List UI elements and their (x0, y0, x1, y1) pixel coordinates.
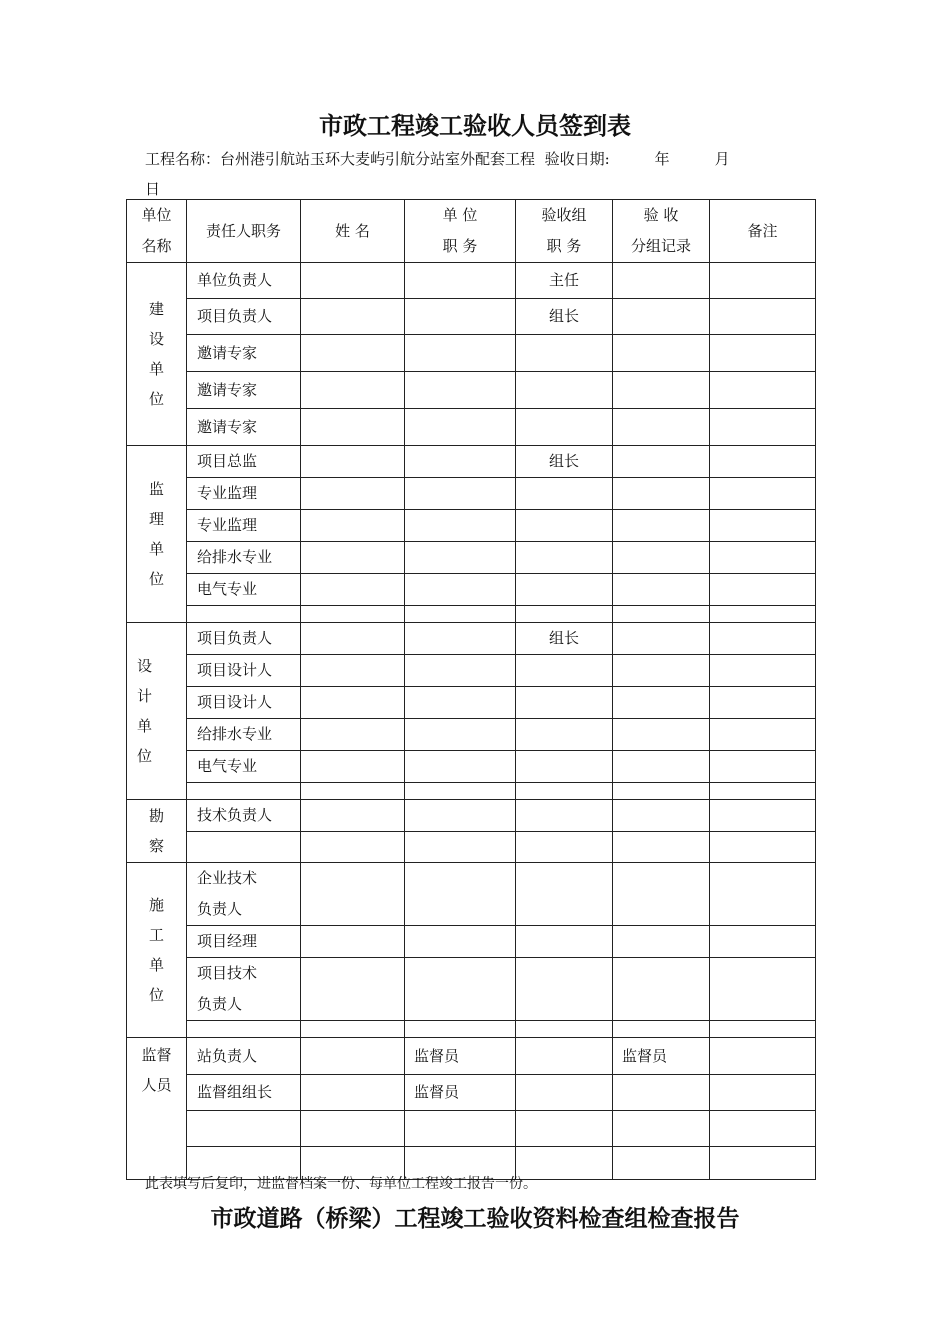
record-cell[interactable] (613, 783, 710, 800)
group-position-cell[interactable] (516, 510, 613, 542)
record-cell[interactable] (613, 372, 710, 409)
role-cell: 项目负责人 (187, 299, 301, 335)
unit-position-cell[interactable] (405, 446, 516, 478)
name-cell[interactable] (301, 409, 405, 446)
header-remark: 备注 (710, 200, 816, 263)
table-row (127, 409, 816, 446)
record-cell[interactable] (613, 926, 710, 958)
day-label: 日 (145, 180, 161, 198)
unit-position-cell[interactable] (405, 800, 516, 832)
unit-position-cell[interactable] (405, 719, 516, 751)
record-cell[interactable] (613, 1147, 710, 1180)
group-position-cell[interactable] (516, 926, 613, 958)
group-construction: 建 设 单 位 (127, 263, 187, 446)
unit-position-cell[interactable] (405, 409, 516, 446)
group-survey: 勘 察 (127, 800, 187, 863)
record-cell[interactable] (613, 800, 710, 832)
group-position-cell[interactable] (516, 719, 613, 751)
role-cell: 给排水专业 (187, 542, 301, 574)
group-position-cell: 组长 (516, 446, 613, 478)
record-cell[interactable] (613, 751, 710, 783)
unit-position-cell[interactable] (405, 655, 516, 687)
remark-cell[interactable] (710, 510, 816, 542)
table-row (127, 1038, 816, 1075)
remark-cell[interactable] (710, 719, 816, 751)
unit-position-cell[interactable] (405, 478, 516, 510)
unit-position-cell[interactable] (405, 299, 516, 335)
record-cell[interactable] (613, 687, 710, 719)
project-name: 台州港引航站玉环大麦屿引航分站室外配套工程 (220, 150, 536, 168)
month-label: 月 (714, 150, 730, 168)
table-row (127, 623, 816, 655)
project-label: 工程名称： (145, 150, 221, 168)
table-row (127, 800, 816, 832)
unit-position-cell[interactable] (405, 335, 516, 372)
group-position-cell[interactable] (516, 958, 613, 1021)
table-row (127, 926, 816, 958)
year-label: 年 (654, 150, 670, 168)
name-cell[interactable] (301, 542, 405, 574)
remark-cell[interactable] (710, 409, 816, 446)
table-row (127, 832, 816, 863)
table-row (127, 478, 816, 510)
group-position-cell[interactable] (516, 751, 613, 783)
record-cell[interactable] (613, 542, 710, 574)
remark-cell[interactable] (710, 478, 816, 510)
table-row (127, 1111, 816, 1147)
record-cell[interactable] (613, 863, 710, 926)
name-cell[interactable] (301, 1038, 405, 1075)
record-cell[interactable] (613, 263, 710, 299)
record-cell[interactable] (613, 655, 710, 687)
table-row (127, 574, 816, 606)
group-design: 设 计 单 位 (127, 623, 187, 800)
record-cell[interactable] (613, 478, 710, 510)
role-cell: 给排水专业 (187, 719, 301, 751)
unit-position-cell[interactable] (405, 372, 516, 409)
remark-cell[interactable] (710, 542, 816, 574)
name-cell[interactable] (301, 800, 405, 832)
role-cell[interactable] (187, 832, 301, 863)
role-cell: 单位负责人 (187, 263, 301, 299)
remark-cell[interactable] (710, 1038, 816, 1075)
group-builder: 施 工 单 位 (127, 863, 187, 1038)
header-group-record: 验 收 分组记录 (613, 200, 710, 263)
table-row (127, 446, 816, 478)
footnote: 此表填写后复印，进监督档案一份、每单位工程竣工报告一份。 (145, 1176, 537, 1192)
record-cell[interactable] (613, 623, 710, 655)
name-cell[interactable] (301, 958, 405, 1021)
remark-cell[interactable] (710, 926, 816, 958)
unit-position-cell[interactable] (405, 1111, 516, 1147)
role-cell: 监督组组长 (187, 1075, 301, 1111)
unit-position-cell[interactable] (405, 574, 516, 606)
project-info (145, 144, 809, 204)
remark-cell[interactable] (710, 263, 816, 299)
name-cell[interactable] (301, 446, 405, 478)
remark-cell[interactable] (710, 372, 816, 409)
group-position-cell[interactable] (516, 335, 613, 372)
record-cell[interactable] (613, 719, 710, 751)
role-cell: 邀请专家 (187, 409, 301, 446)
remark-cell[interactable] (710, 751, 816, 783)
group-position-cell[interactable] (516, 832, 613, 863)
table-row (127, 958, 816, 1021)
header-role: 责任人职务 (187, 200, 301, 263)
group-position-cell[interactable] (516, 1075, 613, 1111)
unit-position-cell[interactable] (405, 687, 516, 719)
group-position-cell[interactable] (516, 1111, 613, 1147)
remark-cell[interactable] (710, 687, 816, 719)
table-row (127, 1021, 816, 1038)
name-cell[interactable] (301, 1111, 405, 1147)
table-row (127, 372, 816, 409)
group-oversight: 监督 人员 (127, 1038, 187, 1180)
role-cell: 项目负责人 (187, 623, 301, 655)
name-cell[interactable] (301, 335, 405, 372)
remark-cell[interactable] (710, 574, 816, 606)
record-cell[interactable] (613, 606, 710, 623)
role-cell: 项目总监 (187, 446, 301, 478)
role-cell: 电气专业 (187, 751, 301, 783)
record-cell[interactable] (613, 335, 710, 372)
remark-cell[interactable] (710, 1075, 816, 1111)
remark-cell[interactable] (710, 1111, 816, 1147)
record-cell: 监督员 (613, 1038, 710, 1075)
group-supervision: 监 理 单 位 (127, 446, 187, 623)
group-position-cell: 组长 (516, 299, 613, 335)
group-position-cell[interactable] (516, 687, 613, 719)
group-position-cell[interactable] (516, 655, 613, 687)
remark-cell[interactable] (710, 832, 816, 863)
role-cell: 邀请专家 (187, 335, 301, 372)
unit-position-cell[interactable] (405, 863, 516, 926)
date-label: 验收日期: (544, 150, 610, 168)
group-position-cell[interactable] (516, 783, 613, 800)
table-row (127, 335, 816, 372)
name-cell[interactable] (301, 623, 405, 655)
group-position-cell: 主任 (516, 263, 613, 299)
remark-cell[interactable] (710, 863, 816, 926)
record-cell[interactable] (613, 299, 710, 335)
role-cell: 专业监理 (187, 510, 301, 542)
name-cell[interactable] (301, 263, 405, 299)
name-cell[interactable] (301, 751, 405, 783)
record-cell[interactable] (613, 958, 710, 1021)
name-cell[interactable] (301, 1075, 405, 1111)
name-cell[interactable] (301, 510, 405, 542)
remark-cell[interactable] (710, 783, 816, 800)
group-position-cell[interactable] (516, 606, 613, 623)
role-cell: 项目经理 (187, 926, 301, 958)
role-cell: 专业监理 (187, 478, 301, 510)
role-cell: 项目设计人 (187, 655, 301, 687)
unit-position-cell[interactable] (405, 623, 516, 655)
group-position-cell[interactable] (516, 478, 613, 510)
record-cell[interactable] (613, 409, 710, 446)
remark-cell[interactable] (710, 655, 816, 687)
group-position-cell[interactable] (516, 863, 613, 926)
record-cell[interactable] (613, 510, 710, 542)
name-cell[interactable] (301, 1021, 405, 1038)
record-cell[interactable] (613, 1111, 710, 1147)
table-row (127, 783, 816, 800)
group-position-cell[interactable] (516, 409, 613, 446)
role-cell: 企业技术 负责人 (187, 863, 301, 926)
table-row (127, 863, 816, 926)
role-cell: 项目技术 负责人 (187, 958, 301, 1021)
role-cell[interactable] (187, 1021, 301, 1038)
name-cell[interactable] (301, 719, 405, 751)
record-cell[interactable] (613, 832, 710, 863)
table-row (127, 719, 816, 751)
name-cell[interactable] (301, 783, 405, 800)
name-cell[interactable] (301, 832, 405, 863)
unit-position-cell[interactable] (405, 510, 516, 542)
table-row (127, 542, 816, 574)
remark-cell[interactable] (710, 446, 816, 478)
group-position-cell[interactable] (516, 372, 613, 409)
group-position-cell[interactable] (516, 1038, 613, 1075)
page-title: 市政工程竣工验收人员签到表 (319, 112, 631, 140)
group-position-cell[interactable] (516, 800, 613, 832)
name-cell[interactable] (301, 687, 405, 719)
remark-cell[interactable] (710, 800, 816, 832)
unit-position-cell[interactable] (405, 926, 516, 958)
remark-cell[interactable] (710, 1021, 816, 1038)
header-name: 姓 名 (301, 200, 405, 263)
table-row (127, 751, 816, 783)
header-unit-name: 单位 名称 (127, 200, 187, 263)
role-cell[interactable] (187, 606, 301, 623)
remark-cell[interactable] (710, 335, 816, 372)
remark-cell[interactable] (710, 623, 816, 655)
record-cell[interactable] (613, 446, 710, 478)
name-cell[interactable] (301, 299, 405, 335)
group-position-cell[interactable] (516, 542, 613, 574)
unit-position-cell[interactable] (405, 751, 516, 783)
table-row (127, 299, 816, 335)
role-cell[interactable] (187, 783, 301, 800)
name-cell[interactable] (301, 926, 405, 958)
role-cell[interactable] (187, 1111, 301, 1147)
unit-position-cell[interactable] (405, 606, 516, 623)
table-row (127, 687, 816, 719)
unit-position-cell[interactable] (405, 958, 516, 1021)
header-group-position: 验收组 职 务 (516, 200, 613, 263)
unit-position-cell[interactable] (405, 263, 516, 299)
header-row (127, 200, 816, 263)
role-cell: 站负责人 (187, 1038, 301, 1075)
role-cell: 电气专业 (187, 574, 301, 606)
table-row (127, 606, 816, 623)
table-row (127, 510, 816, 542)
remark-cell[interactable] (710, 299, 816, 335)
unit-position-cell: 监督员 (405, 1075, 516, 1111)
record-cell[interactable] (613, 1075, 710, 1111)
sign-in-table (126, 199, 816, 1180)
role-cell: 项目设计人 (187, 687, 301, 719)
role-cell: 邀请专家 (187, 372, 301, 409)
role-cell: 技术负责人 (187, 800, 301, 832)
name-cell[interactable] (301, 863, 405, 926)
name-cell[interactable] (301, 478, 405, 510)
group-position-cell[interactable] (516, 574, 613, 606)
name-cell[interactable] (301, 655, 405, 687)
remark-cell[interactable] (710, 606, 816, 623)
table-row (127, 263, 816, 299)
table-row (127, 1075, 816, 1111)
unit-position-cell[interactable] (405, 783, 516, 800)
name-cell[interactable] (301, 574, 405, 606)
unit-position-cell[interactable] (405, 832, 516, 863)
unit-position-cell[interactable] (405, 542, 516, 574)
name-cell[interactable] (301, 606, 405, 623)
remark-cell[interactable] (710, 1147, 816, 1180)
unit-position-cell[interactable] (405, 1021, 516, 1038)
next-section-title: 市政道路（桥梁）工程竣工验收资料检查组检查报告 (210, 1206, 740, 1232)
name-cell[interactable] (301, 372, 405, 409)
record-cell[interactable] (613, 574, 710, 606)
record-cell[interactable] (613, 1021, 710, 1038)
unit-position-cell: 监督员 (405, 1038, 516, 1075)
group-position-cell: 组长 (516, 623, 613, 655)
header-unit-position: 单 位 职 务 (405, 200, 516, 263)
group-position-cell[interactable] (516, 1021, 613, 1038)
remark-cell[interactable] (710, 958, 816, 1021)
table-row (127, 655, 816, 687)
